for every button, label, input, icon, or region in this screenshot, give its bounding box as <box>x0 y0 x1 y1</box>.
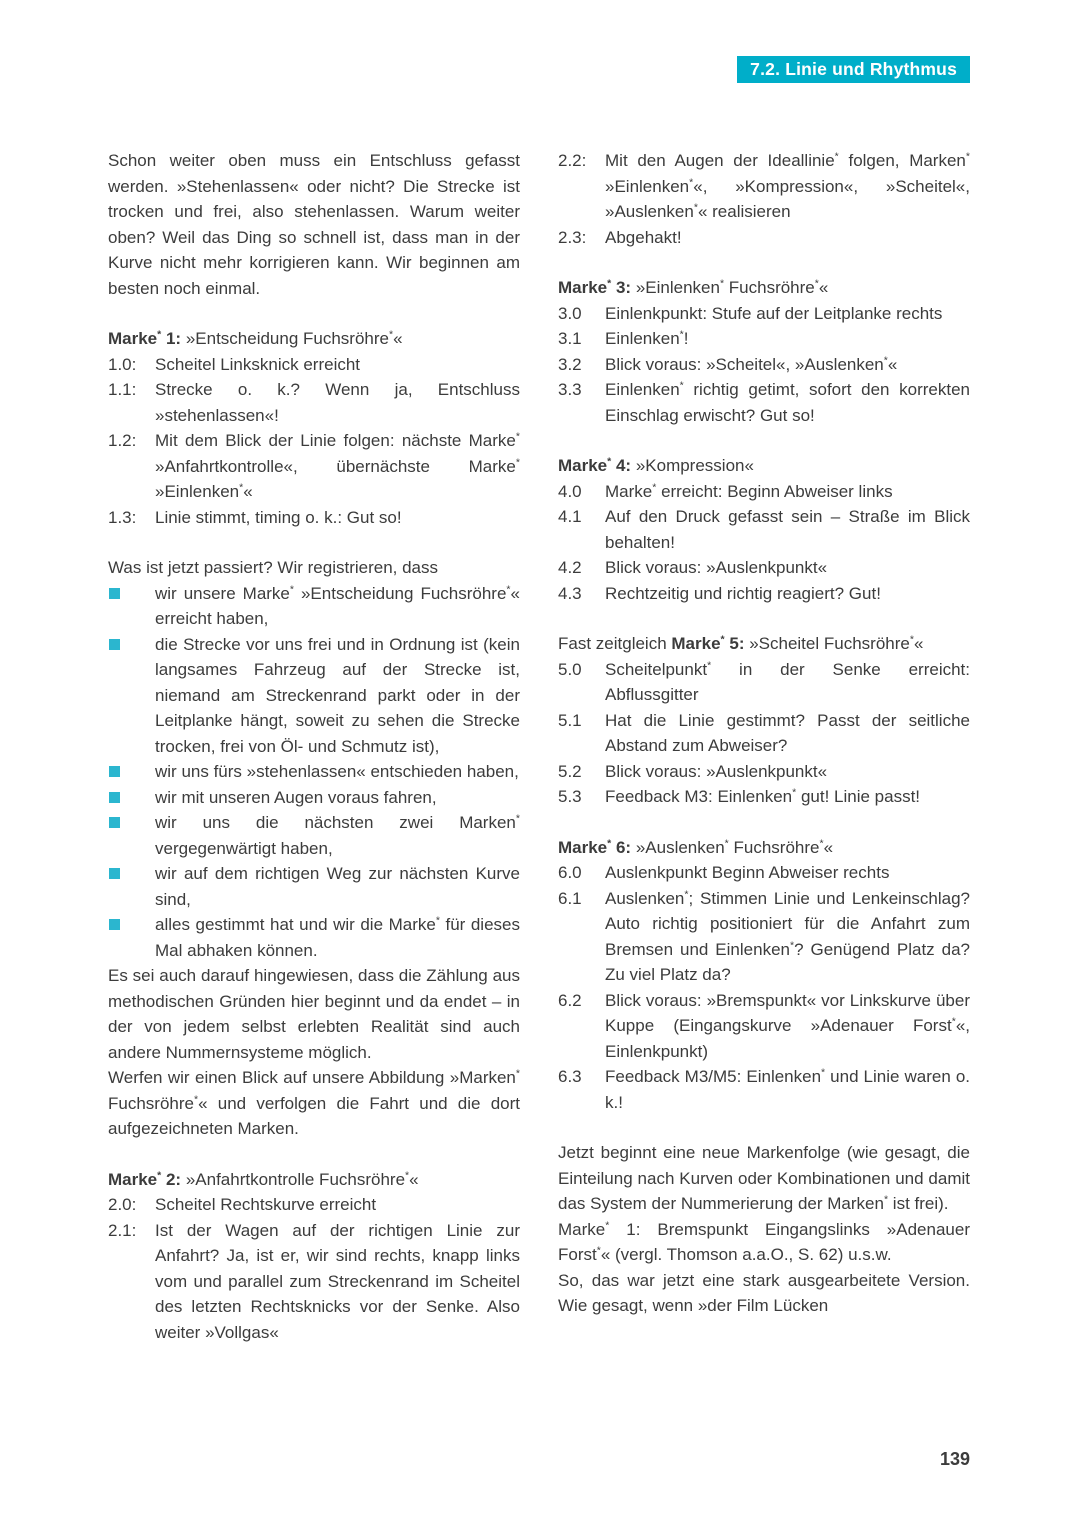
paragraph <box>558 835 970 861</box>
item-text <box>605 991 970 1061</box>
text-run: Einlenkpunkt: Stufe auf der Leitplanke rechts <box>605 303 943 323</box>
bold-text-run: Marke* 6: <box>558 836 632 857</box>
text-run: Werfen wir einen Blick auf unsere Abbildung »Marken* Fuchsröhre*« und verfolgen die Fahrt und die dort aufgezeichneten Marken. <box>108 1067 520 1138</box>
paragraph <box>558 1268 970 1319</box>
text-run: wir unsere Marke* »Entscheidung Fuchsröhre*« erreicht haben, <box>155 582 520 628</box>
text-run: Scheitelpunkt* in der Senke erreicht: Abflussgitter <box>605 658 970 704</box>
paragraph <box>558 631 970 657</box>
item-number: 4.2 <box>558 558 582 577</box>
item-text <box>155 915 520 960</box>
reference-asterisk: * <box>909 633 914 646</box>
item-text <box>605 482 893 501</box>
chapter-title: 7.2. Linie und Rhythmus <box>750 59 957 79</box>
item-text <box>155 813 520 858</box>
text-run: Auf den Druck gefasst sein – Straße im Blick behalten! <box>605 507 970 552</box>
numbered-list-item <box>558 555 970 581</box>
reference-asterisk: * <box>789 938 795 951</box>
text-run: Mit dem Blick der Linie folgen: nächste Marke* »Anfahrtkontrolle«, übernächste Marke* »Einlenken*« <box>155 430 520 501</box>
text-run: »Einlenken* Fuchsröhre*« <box>631 277 829 297</box>
text-columns <box>108 148 970 1345</box>
reference-asterisk: * <box>834 150 839 163</box>
item-number: 5.0 <box>558 659 582 679</box>
item-text <box>155 431 520 501</box>
text-run: Marke* 1: Bremspunkt Eingangslinks »Adenauer Forst*« (vergl. Thomson a.a.O., S. 62) u.s.w. <box>558 1218 970 1264</box>
item-text <box>605 151 970 221</box>
item-number: 5.2 <box>558 761 582 781</box>
square-bullet-icon <box>109 919 120 930</box>
numbered-list-item <box>108 377 520 428</box>
item-number: 2.3: <box>558 227 587 247</box>
reference-asterisk: * <box>239 481 244 494</box>
left-column <box>108 148 520 1345</box>
numbered-list-item <box>558 352 970 378</box>
numbered-list-item <box>558 479 970 505</box>
reference-asterisk: * <box>652 480 657 493</box>
item-text <box>155 864 520 909</box>
bullet-list <box>108 581 520 964</box>
item-text <box>605 660 970 705</box>
text-run: Einlenken* richtig getimt, sofort den korrekten Einschlag erwischt? Gut so! <box>605 379 970 425</box>
text-run: Auslenkpunkt Beginn Abweiser rechts <box>605 863 890 882</box>
reference-asterisk: * <box>965 150 970 163</box>
square-bullet-icon <box>109 588 120 599</box>
numbered-list-item <box>558 504 970 555</box>
square-bullet-icon <box>109 868 120 879</box>
reference-asterisk: * <box>515 455 520 468</box>
item-text <box>155 355 360 374</box>
reference-asterisk: * <box>515 430 520 443</box>
numbered-list-item <box>108 505 520 531</box>
item-number: 1.1: <box>108 380 137 399</box>
text-run: Schon weiter oben muss ein Entschluss gefasst werden. »Stehenlassen« oder nicht? Die Strecke ist trocken und frei, also stehenlassen. Warum weiter oben? Weil das Ding so schnell ist, dass man in der Kurve nicht mehr korrigieren kann. Wir beginnen am besten noch einmal. <box>108 151 520 298</box>
numbered-list <box>108 1192 520 1345</box>
numbered-list <box>558 148 970 250</box>
paragraph <box>558 1140 970 1217</box>
bold-text-run: Marke* 2: <box>108 1168 182 1189</box>
paragraph <box>108 148 520 301</box>
bold-text-run: Marke* 3: <box>558 277 632 297</box>
item-number: 2.2: <box>558 151 587 170</box>
text-run: Es sei auch darauf hingewiesen, dass die Zählung aus methodischen Gründen hier beginnt und da endet – in der von jedem selbst erlebten Realität sind auch andere Nummernsysteme möglich. <box>108 966 520 1062</box>
text-run: »Kompression« <box>631 456 754 475</box>
numbered-list-item <box>558 326 970 352</box>
paragraph <box>558 453 970 479</box>
item-text <box>155 508 402 527</box>
item-text <box>155 1195 376 1214</box>
text-run: Einlenken*! <box>605 328 689 348</box>
item-number: 5.3 <box>558 787 582 806</box>
item-number: 1.3: <box>108 507 137 527</box>
reference-asterisk: * <box>157 328 162 341</box>
numbered-list-item <box>558 581 970 607</box>
numbered-list-item <box>558 225 970 251</box>
numbered-list-item <box>558 759 970 785</box>
bold-text-run: Marke* 1: <box>108 328 182 348</box>
bold-text-run: Marke* 4: <box>558 455 632 475</box>
item-text <box>605 558 827 577</box>
reference-asterisk: * <box>405 1168 410 1181</box>
text-run: Strecke o. k.? Wenn ja, Entschluss »stehenlassen«! <box>155 380 520 425</box>
text-run: wir auf dem richtigen Weg zur nächsten Kurve sind, <box>155 864 520 909</box>
numbered-list-item <box>558 377 970 428</box>
text-run: »Auslenken* Fuchsröhre*« <box>631 836 834 857</box>
item-number: 1.0: <box>108 354 137 374</box>
text-run: Fast zeitgleich <box>558 634 672 653</box>
text-run: Scheitel Rechtskurve erreicht <box>155 1195 377 1214</box>
item-text <box>605 228 682 247</box>
text-run: Mit den Augen der Ideallinie* folgen, Marken* »Einlenken*«, »Kompression«, »Scheitel«, »Auslenken*« realisieren <box>605 150 970 221</box>
text-run: Ist der Wagen auf der richtigen Linie zur Anfahrt? Ja, ist er, wir sind rechts, knapp links vom und parallel zum Streckenrand im Scheitel des letzten Rechtsknicks vor der Senke. Also weiter »Vollgas« <box>155 1220 520 1342</box>
bullet-list-item <box>108 581 520 632</box>
text-run: Blick voraus: »Bremspunkt« vor Linkskurve über Kuppe (Eingangskurve »Adenauer Forst*«, Einlenkpunkt) <box>605 990 970 1061</box>
reference-asterisk: * <box>951 1015 956 1028</box>
item-number: 2.0: <box>108 1195 137 1214</box>
reference-asterisk: * <box>814 277 819 290</box>
item-text <box>605 1067 970 1112</box>
text-run: Was ist jetzt passiert? Wir registrieren, dass <box>108 558 439 577</box>
text-run: »Entscheidung Fuchsröhre*« <box>181 328 403 348</box>
reference-asterisk: * <box>707 658 712 671</box>
item-number: 3.1 <box>558 329 582 348</box>
item-text <box>605 889 970 985</box>
text-run: Blick voraus: »Auslenkpunkt« <box>605 558 828 577</box>
chapter-header-badge <box>737 56 970 83</box>
reference-asterisk: * <box>389 328 394 341</box>
text-run: alles gestimmt hat und wir die Marke* für dieses Mal abhaken können. <box>155 914 520 960</box>
text-run: »Scheitel Fuchsröhre*« <box>744 633 924 653</box>
reference-asterisk: * <box>724 836 729 849</box>
item-number: 1.2: <box>108 431 137 450</box>
item-number: 6.0 <box>558 863 582 882</box>
numbered-list-item <box>108 428 520 505</box>
bullet-list-item <box>108 810 520 861</box>
reference-asterisk: * <box>883 353 888 366</box>
item-number: 2.1: <box>108 1220 137 1240</box>
numbered-list <box>558 657 970 810</box>
reference-asterisk: * <box>819 836 824 849</box>
numbered-list-item <box>108 1218 520 1346</box>
numbered-list-item <box>558 1064 970 1115</box>
numbered-list-item <box>558 301 970 327</box>
item-text <box>155 1221 520 1342</box>
reference-asterisk: * <box>684 887 689 900</box>
numbered-list-item <box>558 784 970 810</box>
item-number: 6.2 <box>558 990 582 1010</box>
reference-asterisk: * <box>821 1066 826 1079</box>
text-run: Auslenken*; Stimmen Linie und Lenkeinschlag? Auto richtig positioniert für die Anfahrt zum Bremsen und Einlenken*? Genügend Platz da? Zu viel Platz da? <box>605 887 970 984</box>
text-run: wir mit unseren Augen voraus fahren, <box>155 787 437 807</box>
item-number: 4.1 <box>558 507 582 526</box>
text-run: Blick voraus: »Auslenkpunkt« <box>605 761 828 781</box>
bullet-list-item <box>108 632 520 760</box>
text-run: Blick voraus: »Scheitel«, »Auslenken*« <box>605 353 898 374</box>
reference-asterisk: * <box>607 836 612 849</box>
reference-asterisk: * <box>596 1244 601 1257</box>
text-run: Linie stimmt, timing o. k.: Gut so! <box>155 507 402 527</box>
square-bullet-icon <box>109 792 120 803</box>
reference-asterisk: * <box>605 1218 610 1231</box>
paragraph <box>108 963 520 1065</box>
item-number: 6.3 <box>558 1067 582 1086</box>
bullet-list-item <box>108 785 520 811</box>
item-text <box>155 788 437 807</box>
reference-asterisk: * <box>719 277 725 290</box>
item-text <box>605 762 827 781</box>
numbered-list-item <box>558 886 970 988</box>
text-run: Marke* erreicht: Beginn Abweiser links <box>605 480 893 501</box>
square-bullet-icon <box>109 639 120 650</box>
numbered-list <box>558 301 970 429</box>
reference-asterisk: * <box>689 175 694 188</box>
item-text <box>155 762 519 781</box>
paragraph <box>108 1065 520 1142</box>
item-text <box>605 863 889 882</box>
reference-asterisk: * <box>720 633 725 646</box>
item-text <box>155 380 520 425</box>
paragraph <box>108 326 520 352</box>
reference-asterisk: * <box>693 201 698 214</box>
reference-asterisk: * <box>679 379 684 392</box>
text-run: Rechtzeitig und richtig reagiert? Gut! <box>605 583 881 603</box>
reference-asterisk: * <box>607 277 612 290</box>
item-number: 3.0 <box>558 303 582 323</box>
numbered-list-item <box>558 860 970 886</box>
reference-asterisk: * <box>506 582 511 595</box>
reference-asterisk: * <box>157 1168 162 1181</box>
item-text <box>155 584 520 629</box>
bold-text-run: Marke* 5: <box>671 633 745 653</box>
reference-asterisk: * <box>515 1067 520 1080</box>
bullet-list-item <box>108 912 520 963</box>
text-run: Jetzt beginnt eine neue Markenfolge (wie gesagt, die Einteilung nach Kurven oder Kombinationen und damit das System der Nummerierung der Marken* ist frei). <box>558 1143 970 1213</box>
item-number: 4.0 <box>558 481 582 501</box>
text-run: Abgehakt! <box>605 227 682 247</box>
right-column <box>558 148 970 1345</box>
item-number: 3.3 <box>558 380 582 399</box>
text-run: Scheitel Linksknick erreicht <box>155 354 361 374</box>
text-run: Hat die Linie gestimmt? Passt der seitliche Abstand zum Abweiser? <box>605 710 970 755</box>
text-run: wir uns die nächsten zwei Marken* vergegenwärtigt haben, <box>155 812 520 858</box>
square-bullet-icon <box>109 766 120 777</box>
text-run: wir uns fürs »stehenlassen« entschieden haben, <box>155 762 519 781</box>
item-text <box>605 584 881 603</box>
bullet-list-item <box>108 861 520 912</box>
item-text <box>605 329 689 348</box>
bullet-list-item <box>108 759 520 785</box>
item-text <box>605 507 970 552</box>
page-number: 139 <box>939 1448 970 1469</box>
text-run: die Strecke vor uns frei und in Ordnung ist (kein langsames Fahrzeug auf der Strecke ist, niemand am Streckenrand parkt oder in der Leitplanke hängt, soweit zu sehen die Strecke trocken, frei von Öl- und Schmutz ist), <box>155 634 520 756</box>
reference-asterisk: * <box>193 1092 199 1105</box>
text-run: »Anfahrtkontrolle Fuchsröhre*« <box>181 1168 419 1189</box>
item-text <box>605 711 970 756</box>
numbered-list-item <box>108 352 520 378</box>
item-text <box>605 787 920 806</box>
item-number: 6.1 <box>558 888 582 908</box>
numbered-list-item <box>558 148 970 225</box>
numbered-list <box>108 352 520 531</box>
numbered-list-item <box>558 657 970 708</box>
numbered-list-item <box>108 1192 520 1218</box>
item-number: 3.2 <box>558 354 582 374</box>
numbered-list-item <box>558 708 970 759</box>
reference-asterisk: * <box>792 786 797 799</box>
text-run: Feedback M3: Einlenken* gut! Linie passt! <box>605 786 921 806</box>
item-text <box>155 635 520 756</box>
item-text <box>605 355 897 374</box>
paragraph <box>558 275 970 301</box>
reference-asterisk: * <box>679 328 684 341</box>
text-run: So, das war jetzt eine stark ausgearbeitete Version. Wie gesagt, wenn »der Film Lücken <box>558 1270 970 1315</box>
numbered-list <box>558 479 970 607</box>
square-bullet-icon <box>109 817 120 828</box>
item-number: 4.3 <box>558 583 582 603</box>
item-number: 5.1 <box>558 710 582 730</box>
text-run: Feedback M3/M5: Einlenken* und Linie waren o. k.! <box>605 1066 970 1112</box>
paragraph <box>558 1217 970 1268</box>
numbered-list-item <box>558 988 970 1065</box>
reference-asterisk: * <box>289 582 294 595</box>
paragraph <box>108 555 520 581</box>
item-text <box>605 304 942 323</box>
reference-asterisk: * <box>435 914 440 927</box>
reference-asterisk: * <box>607 455 612 468</box>
numbered-list <box>558 860 970 1115</box>
reference-asterisk: * <box>515 812 520 825</box>
reference-asterisk: * <box>883 1193 889 1206</box>
item-text <box>605 380 970 425</box>
paragraph <box>108 1167 520 1193</box>
